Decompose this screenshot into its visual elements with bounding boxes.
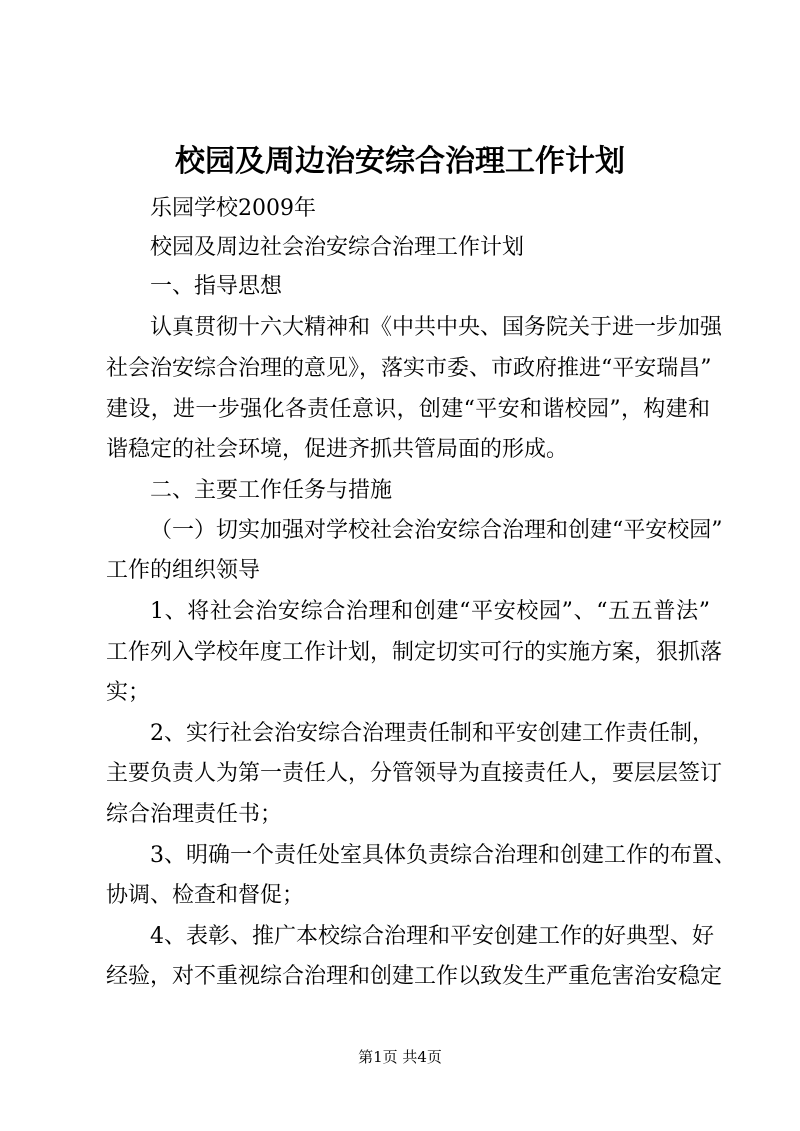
paragraph-line: 建设，进一步强化各责任意识，创建“平安和谐校园”，构建和 [106, 397, 710, 422]
list-item-line: 1、将社会治安综合治理和创建“平安校园”、“五五普法” [150, 599, 710, 624]
list-item-line: 工作列入学校年度工作计划，制定切实可行的实施方案，狠抓落 [106, 640, 723, 665]
list-item-line: 4、表彰、推广本校综合治理和平安创建工作的好典型、好 [150, 924, 714, 949]
subsection-heading-line: （一）切实加强对学校社会治安综合治理和创建“平安校园” [150, 518, 723, 543]
list-item-line: 3、明确一个责任处室具体负责综合治理和创建工作的布置、 [150, 843, 736, 868]
section-heading-main-tasks: 二、主要工作任务与措施 [150, 478, 393, 503]
list-item-line: 实； [106, 680, 151, 705]
paragraph-line: 谐稳定的社会环境，促进齐抓共管局面的形成。 [106, 437, 569, 462]
school-year-line: 乐园学校2009年 [150, 196, 316, 221]
list-item-line: 2、实行社会治安综合治理责任制和平安创建工作责任制， [150, 721, 714, 746]
paragraph-line: 社会治安综合治理的意见》，落实市委、市政府推进“平安瑞昌” [106, 356, 712, 381]
list-item-line: 经验，对不重视综合治理和创建工作以致发生严重危害治安稳定 [106, 964, 723, 989]
subsection-heading-line: 工作的组织领导 [106, 558, 261, 583]
plan-subtitle-line: 校园及周边社会治安综合治理工作计划 [150, 235, 525, 260]
list-item-line: 综合治理责任书； [106, 802, 283, 827]
paragraph-line: 认真贯彻十六大精神和《中共中央、国务院关于进一步加强 [150, 315, 723, 340]
list-item-line: 主要负责人为第一责任人，分管领导为直接责任人，要层层签订 [106, 761, 723, 786]
list-item-line: 协调、检查和督促； [106, 883, 305, 908]
page-number: 第1页 共4页 [358, 1048, 442, 1066]
document-title: 校园及周边治安综合治理工作计划 [175, 144, 625, 179]
section-heading-guiding-thought: 一、指导思想 [150, 274, 283, 299]
